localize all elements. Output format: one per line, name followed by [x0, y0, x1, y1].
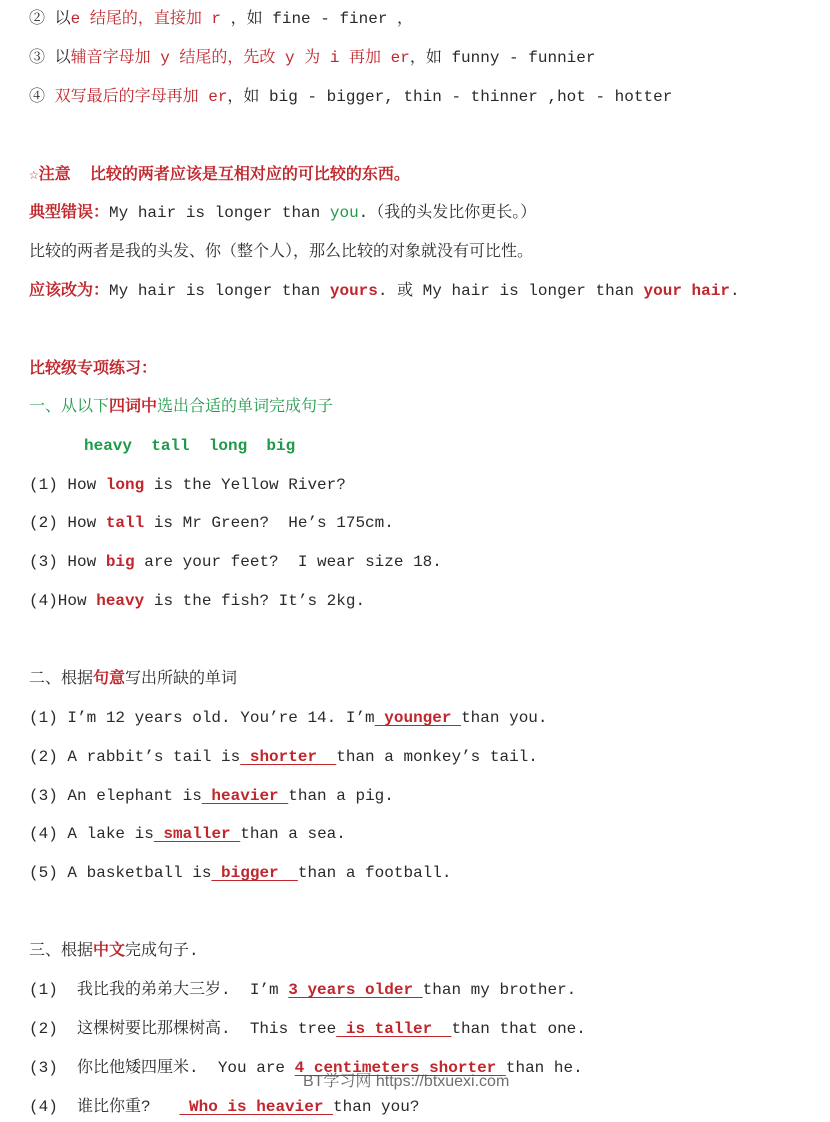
text-line	[84, 435, 295, 457]
text-line	[29, 86, 672, 108]
text-line	[29, 590, 365, 612]
answer-blank: Who is heavier	[179, 1098, 334, 1116]
text-segment: (2) How	[29, 514, 106, 532]
text-segment: than my brother.	[422, 981, 577, 999]
text-line	[29, 358, 157, 380]
text-segment: than you.	[461, 709, 548, 727]
answer-blank: shorter	[240, 748, 337, 766]
text-segment: than a monkey’s tail.	[336, 748, 538, 766]
text-line	[29, 668, 237, 690]
text-segment: 典型错误：	[29, 204, 110, 222]
text-line	[29, 940, 199, 962]
text-segment: ③ 以	[29, 49, 71, 67]
answer-blank: is taller	[336, 1020, 452, 1038]
text-segment: e 结尾的，直接加 r	[70, 10, 222, 28]
text-segment: ② 以	[29, 10, 71, 28]
text-line	[29, 396, 333, 418]
text-segment: (4) 谁比你重?	[29, 1098, 180, 1116]
answer-blank: younger	[374, 709, 462, 727]
answer-blank: 4 centimeters shorter	[294, 1059, 506, 1077]
text-segment: heavy	[96, 592, 145, 610]
text-segment: is the Yellow River?	[144, 476, 346, 494]
text-segment: ④	[29, 88, 55, 106]
text-line	[29, 551, 442, 573]
text-segment: is Mr Green? He’s 175cm.	[144, 514, 394, 532]
answer-blank: heavier	[201, 787, 289, 805]
text-segment: (4)How	[29, 592, 97, 610]
text-segment: 四词中	[109, 398, 158, 416]
text-segment: than a sea.	[240, 825, 346, 843]
text-line	[29, 785, 394, 807]
text-line	[29, 823, 346, 845]
text-segment: 选出合适的单词完成句子	[157, 398, 334, 416]
text-line	[29, 862, 451, 884]
text-line	[29, 746, 538, 768]
text-segment: 一、从以下	[29, 398, 110, 416]
text-segment: . 或 My hair is longer than	[377, 282, 644, 300]
text-line	[29, 979, 576, 1001]
text-segment: (1) How	[29, 476, 106, 494]
watermark: BT学习网 https://btxuexi.com	[303, 1073, 510, 1090]
text-segment: 比较级专项练习：	[29, 360, 158, 378]
text-line	[29, 280, 740, 302]
text-segment: than a football.	[297, 864, 452, 882]
text-line	[29, 1096, 419, 1118]
text-segment: tall	[105, 514, 145, 532]
text-segment: My hair is longer than	[109, 282, 330, 300]
text-segment: 二、根据	[29, 670, 94, 688]
text-line	[29, 1018, 586, 1040]
text-segment: long	[105, 476, 145, 494]
text-line	[29, 707, 548, 729]
text-segment: big	[105, 553, 135, 571]
text-segment: .（我的头发比你更长。）	[358, 204, 537, 222]
text-segment: your hair	[643, 282, 730, 300]
text-segment: than a pig.	[288, 787, 394, 805]
text-segment: than he.	[505, 1059, 583, 1077]
text-line	[29, 241, 533, 263]
text-segment: 写出所缺的单词	[125, 670, 238, 688]
text-segment: (3) An elephant is	[29, 787, 202, 805]
text-segment: ，如 fine - finer ，	[221, 10, 414, 28]
text-segment: (5) A basketball is	[29, 864, 212, 882]
text-segment: 应该改为：	[29, 282, 110, 300]
answer-blank: 3 years older	[288, 981, 423, 999]
text-segment: .	[729, 282, 740, 300]
text-segment: (1) I’m 12 years old. You’re 14. I’m	[29, 709, 375, 727]
text-segment: 中文	[93, 942, 126, 960]
text-segment: you	[329, 204, 359, 222]
text-segment: ，如 big - bigger, thin - thinner ,hot - hotter	[227, 88, 673, 106]
answer-blank: bigger	[211, 864, 298, 882]
text-segment: are your feet? I wear size 18.	[134, 553, 442, 571]
text-line	[29, 202, 536, 224]
text-segment: 三、根据	[29, 942, 94, 960]
text-segment: (3) How	[29, 553, 106, 571]
text-segment: than that one.	[451, 1020, 586, 1038]
text-segment: (4) A lake is	[29, 825, 154, 843]
text-segment: than you?	[333, 1098, 420, 1116]
text-segment: ☆注意 比较的两者应该是互相对应的可比较的东西。	[29, 166, 410, 184]
text-line	[29, 8, 413, 30]
text-segment: (2) A rabbit’s tail is	[29, 748, 241, 766]
text-segment: (3) 你比他矮四厘米. You are	[29, 1059, 295, 1077]
text-segment: is the fish? It’s 2kg.	[144, 592, 366, 610]
answer-blank: smaller	[153, 825, 241, 843]
text-segment: (1) 我比我的弟弟大三岁. I’m	[29, 981, 289, 999]
text-segment: 完成句子.	[125, 942, 199, 960]
text-segment: yours	[329, 282, 378, 300]
text-segment: 比较的两者是我的头发、你（整个人），那么比较的对象就没有可比性。	[29, 243, 534, 261]
text-line	[29, 474, 346, 496]
text-segment: heavy tall long big	[84, 437, 296, 455]
text-segment: My hair is longer than	[109, 204, 330, 222]
text-segment: ，如 funny - funnier	[409, 49, 596, 67]
text-line	[29, 164, 410, 186]
text-segment: 辅音字母加 y 结尾的，先改 y 为 i 再加 er	[70, 49, 410, 67]
text-segment: 句意	[93, 670, 126, 688]
text-segment: (2) 这棵树要比那棵树高. This tree	[29, 1020, 337, 1038]
text-segment: 双写最后的字母再加 er	[54, 88, 228, 106]
text-line	[29, 47, 595, 69]
text-line	[29, 512, 394, 534]
